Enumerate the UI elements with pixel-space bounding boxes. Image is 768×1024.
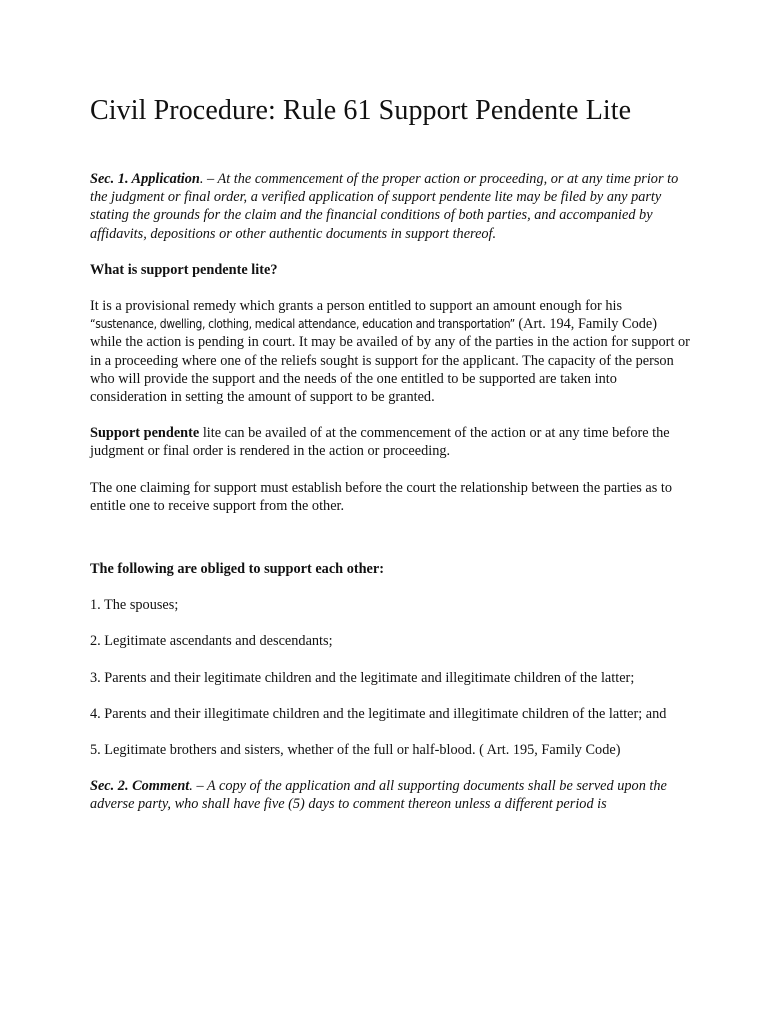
document-page [90, 94, 690, 832]
sec1-paragraph [90, 170, 690, 243]
sec2-paragraph [90, 777, 690, 813]
availability-bold-term: Support pendente [90, 425, 200, 442]
definition-text-start: It is a provisional remedy which grants a person entitled to support an amount enough for his [90, 298, 623, 315]
list-item: 3. Parents and their legitimate children and the legitimate and illegitimate children of the latter; [90, 669, 635, 686]
availability-text: lite can be availed of at the commencement of the action or at any time before the judgment or final order is rendered in the action or proceeding. [90, 425, 670, 460]
obliged-heading: The following are obliged to support each other: [90, 561, 385, 578]
list-item: 4. Parents and their illegitimate children and the legitimate and illegitimate children of the latter; and [90, 705, 667, 722]
list-item: 1. The spouses; [90, 597, 179, 614]
sec1-dash: . – [199, 171, 218, 187]
definition-text-end: (Art. 194, Family Code) while the action is pending in court. It may be availed of by any of the parties in the action for support or in a proceeding where one of the reliefs sought is support for the applicant. The capacity of the person who will provide the support and the needs of the one entitled to be supported are taken into consideration in setting the amount of support to be granted. [90, 316, 690, 406]
sec1-label: Sec. 1. Application [90, 171, 200, 187]
relationship-paragraph: The one claiming for support must establish before the court the relationship between the parties as to entitle one to receive support from the other. [90, 479, 673, 514]
list-item: 2. Legitimate ascendants and descendants; [90, 633, 333, 650]
question-heading: What is support pendente lite? [90, 261, 278, 278]
sec1-text: At the commencement of the proper action or proceeding, or at any time prior to the judgment or final order, a verified application of support pendente lite may be filed by any party stating the grounds for the claim and the financial conditions of both parties, and accompanied by affidavits, depositions or other authentic documents in support thereof. [90, 171, 679, 242]
page-title: Civil Procedure: Rule 61 Support Pendente Lite [90, 95, 632, 126]
sec2-label: Sec. 2. Comment [90, 778, 190, 795]
list-item: 5. Legitimate brothers and sisters, whether of the full or half-blood. ( Art. 195, Family Code) [90, 742, 621, 759]
definition-quoted-text: “sustenance, dwelling, clothing, medical attendance, education and transportation” [90, 317, 515, 332]
sec2-dash: . – [189, 778, 207, 795]
availability-paragraph [90, 424, 690, 460]
sec2-text: A copy of the application and all supporting documents shall be served upon the adverse party, who shall have five (5) days to comment thereon unless a different period is [90, 778, 667, 813]
definition-paragraph [90, 297, 690, 406]
